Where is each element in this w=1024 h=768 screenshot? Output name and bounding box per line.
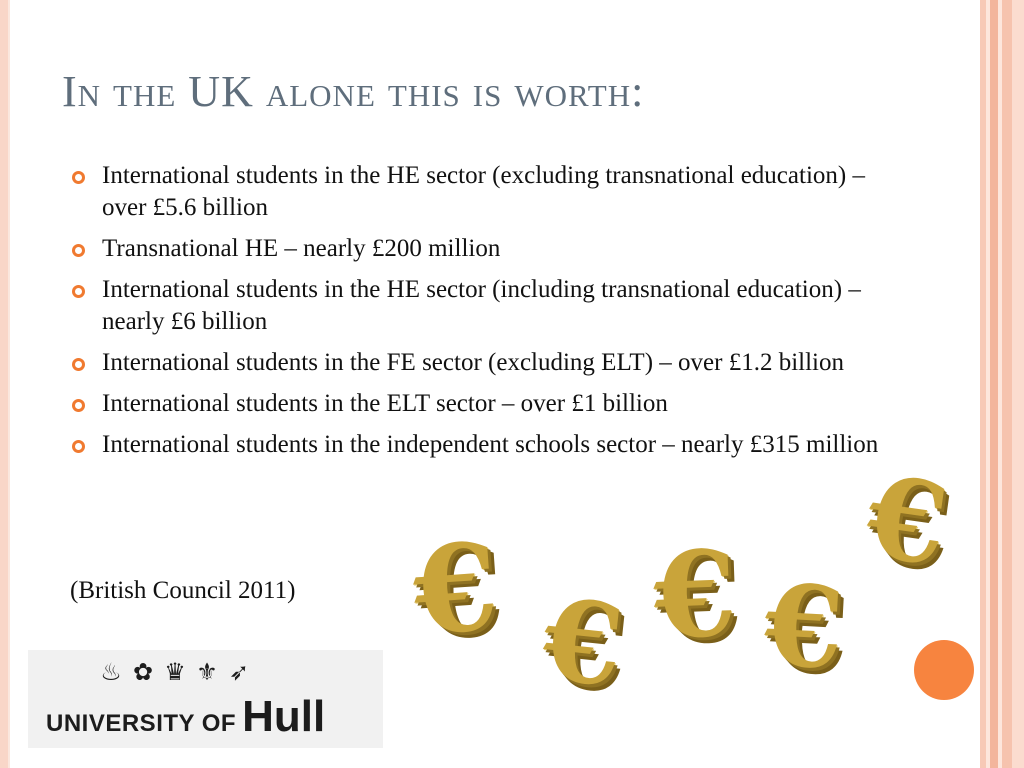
logo-wordmark-small: UNIVERSITY OF [46,710,237,737]
euro-icon: € [761,560,847,695]
citation: (British Council 2011) [70,577,296,604]
slide-title: In the UK alone this is worth: [62,67,645,116]
left-border [0,0,8,768]
accent-circle [914,640,974,700]
right-stripe [990,0,998,768]
right-stripe [1012,0,1024,768]
fleur-de-lis-icon: ⚜ [196,660,218,686]
rose-icon: ✿ [132,660,154,686]
euro-icon: € [651,523,739,666]
logo-wordmark [46,692,325,742]
bullet-item [70,429,900,461]
bullet-dot-icon [72,358,85,371]
bullet-text: International students in the HE sector (excluding transnational education) – over £5.6 billion [102,162,865,221]
bullet-text: International students in the ELT sector – over £1 billion [102,390,668,417]
bullet-text: Transnational HE – nearly £200 million [102,235,501,262]
bullet-dot-icon [72,171,85,184]
euro-icon: € [537,574,629,713]
right-stripe [1002,0,1012,768]
bullet-item [70,233,900,265]
bullet-list [70,160,900,470]
bullet-item [70,347,900,379]
euro-icon: € [409,516,503,663]
bullet-dot-icon [72,244,85,257]
bullet-text: International students in the HE sector (including transnational education) – nearly £6 billion [102,276,861,335]
bullet-text: International students in the FE sector (excluding ELT) – over £1.2 billion [102,349,844,376]
euro-icon: € [859,451,955,592]
crown-icon: ♛ [164,660,186,686]
left-border-line [8,0,10,768]
bullet-dot-icon [72,399,85,412]
bullet-dot-icon [72,440,85,453]
bird-icon: ➶ [228,660,250,686]
bullet-item [70,274,900,338]
bullet-text: International students in the independent schools sector – nearly £315 million [102,431,879,458]
university-logo [28,650,383,748]
flame-icon: ♨ [100,660,122,686]
bullet-item [70,388,900,420]
bullet-dot-icon [72,285,85,298]
crest-icons [98,658,252,687]
logo-wordmark-big: Hull [242,692,326,741]
bullet-item [70,160,900,224]
